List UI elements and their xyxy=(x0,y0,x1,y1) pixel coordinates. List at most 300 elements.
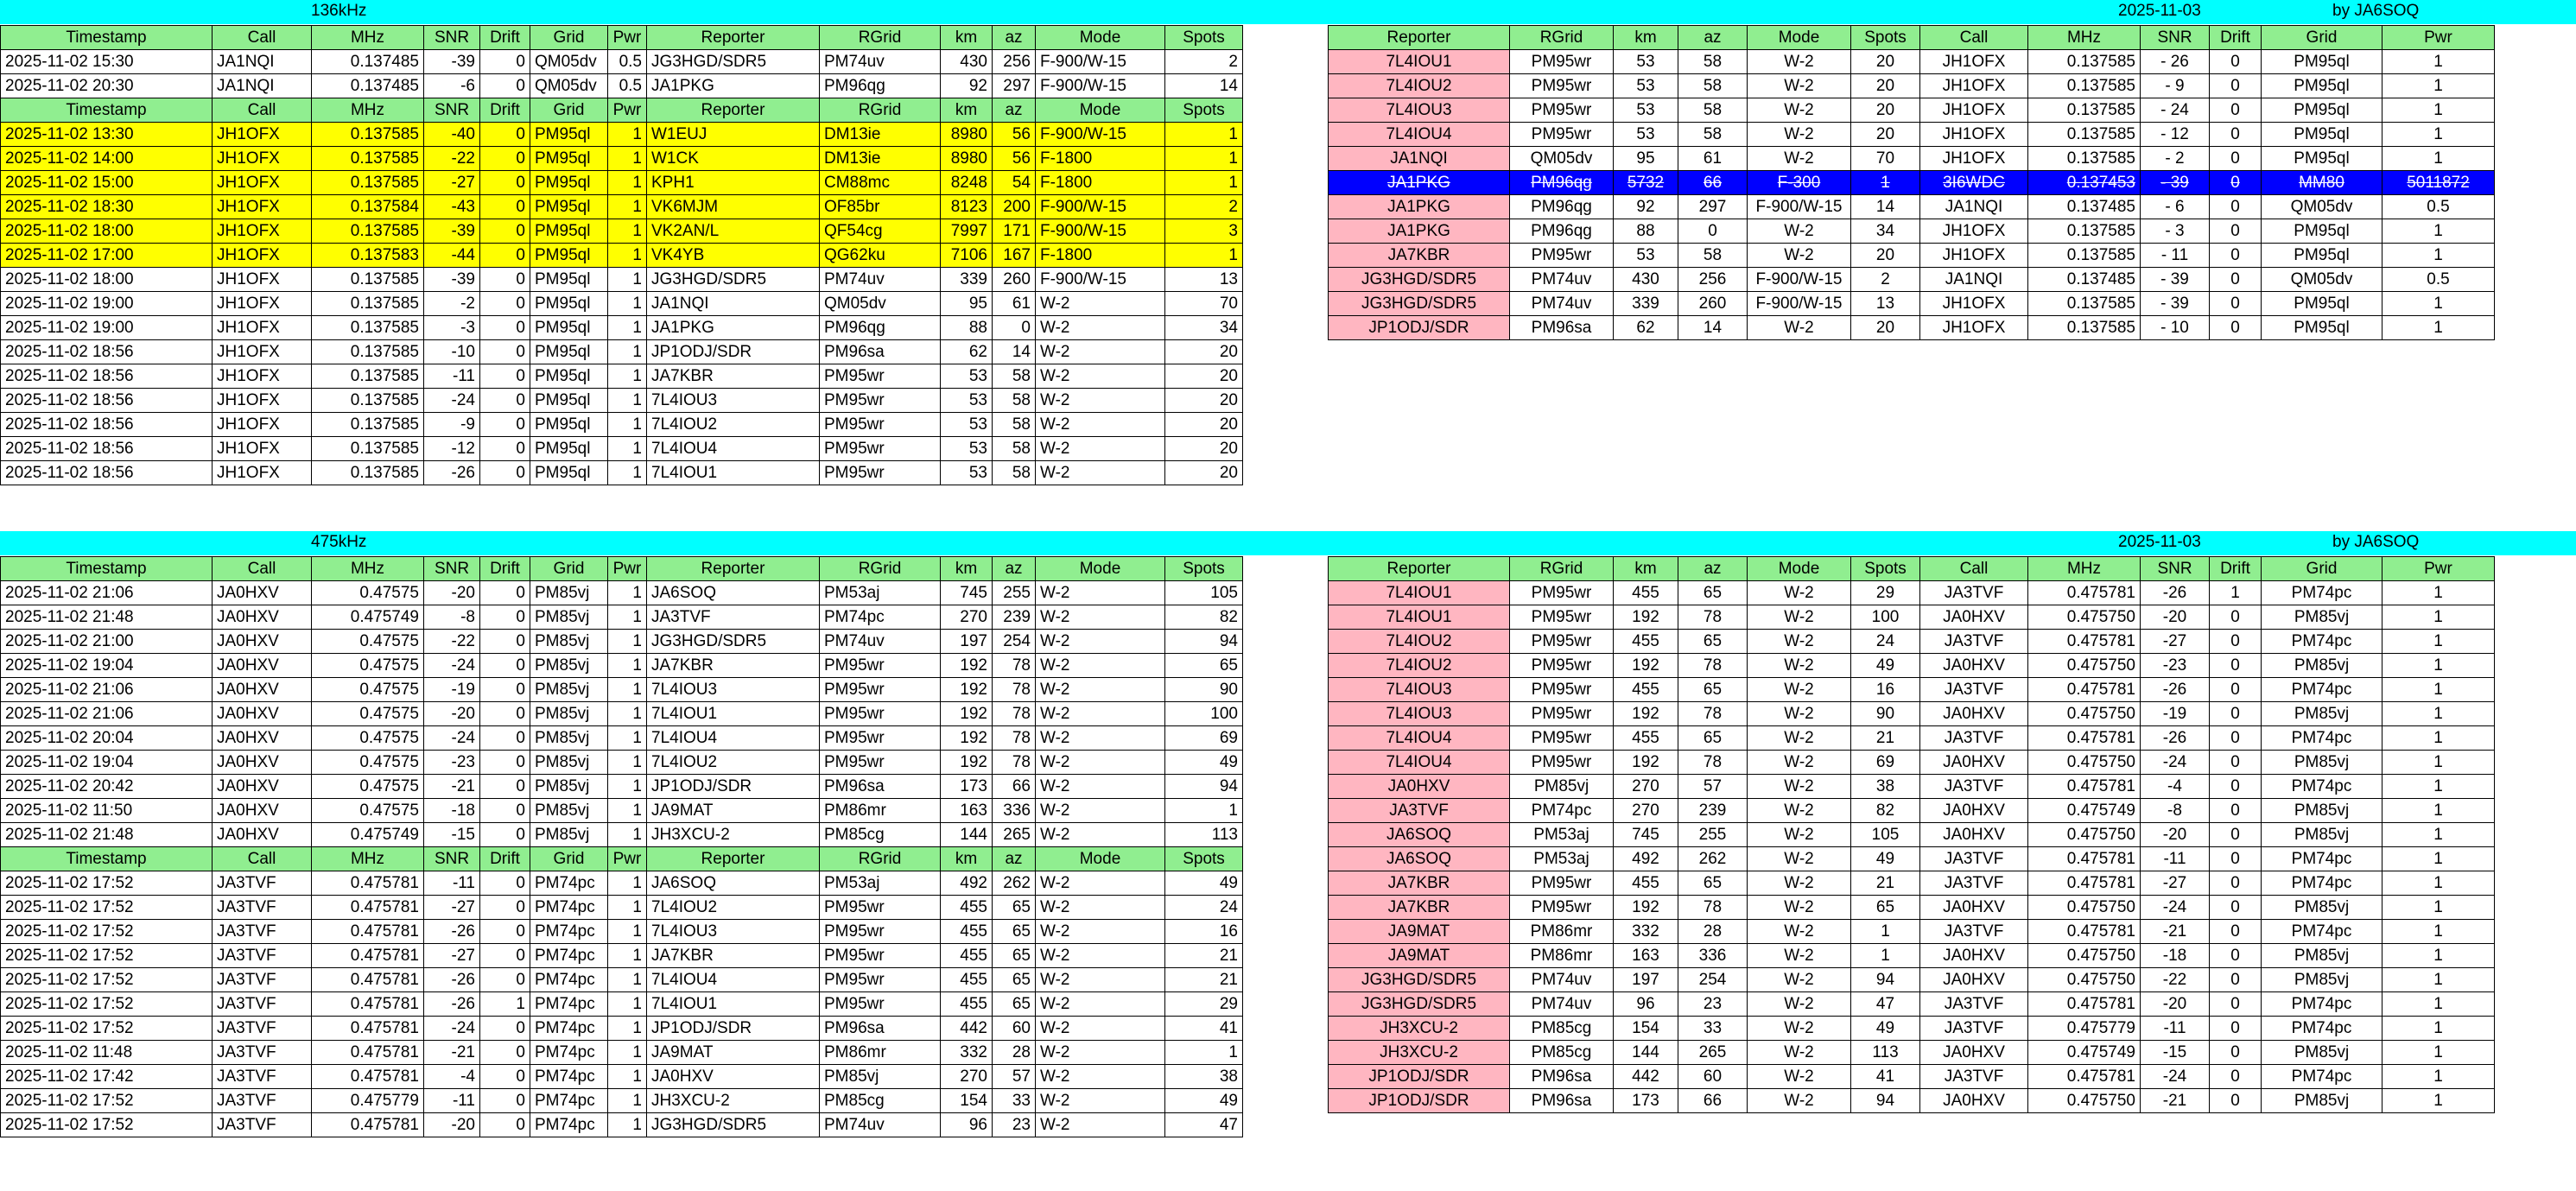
cell-spots: 1 xyxy=(1165,799,1243,823)
cell-reporter: 7L4IOU1 xyxy=(1329,581,1510,605)
cell-drift: 0 xyxy=(2210,74,2262,98)
cell-drift: 0 xyxy=(2210,678,2262,702)
cell-spots: 34 xyxy=(1851,219,1920,244)
cell-spots: 24 xyxy=(1165,896,1243,920)
table-row[interactable] xyxy=(1,896,1243,920)
cell-rgrid: PM86mr xyxy=(820,799,941,823)
cell-reporter: JG3HGD/SDR5 xyxy=(647,268,820,292)
cell-km: 8248 xyxy=(941,171,993,195)
cell-rgrid: PM96qg xyxy=(820,316,941,340)
table-row[interactable] xyxy=(1,340,1243,364)
cell-reporter: JH3XCU-2 xyxy=(647,823,820,847)
cell-mode: W-2 xyxy=(1036,1113,1165,1137)
cell-pwr: 1 xyxy=(2382,1041,2495,1065)
cell-pwr: 1 xyxy=(608,389,647,413)
cell-spots: 20 xyxy=(1165,340,1243,364)
cell-call: JA0HXV xyxy=(213,605,312,630)
cell-mode: W-2 xyxy=(1748,702,1851,726)
cell-call: JH1OFX xyxy=(213,461,312,485)
cell-grid: QM05dv xyxy=(2262,268,2382,292)
cell-az: 65 xyxy=(1678,726,1748,751)
cell-snr: - 26 xyxy=(2141,50,2210,74)
table-row[interactable] xyxy=(1,316,1243,340)
column-header-mhz: MHz xyxy=(312,847,424,871)
cell-call: JH1OFX xyxy=(213,171,312,195)
cell-snr: -40 xyxy=(424,123,480,147)
table-row[interactable] xyxy=(1329,992,2495,1017)
cell-mhz: 0.475750 xyxy=(2028,968,2141,992)
table-row[interactable] xyxy=(1329,654,2495,678)
cell-grid: PM74pc xyxy=(2262,1065,2382,1089)
cell-call: JA3TVF xyxy=(213,1113,312,1137)
table-row[interactable] xyxy=(1,1041,1243,1065)
cell-az: 56 xyxy=(993,147,1036,171)
column-header-mhz: MHz xyxy=(2028,557,2141,581)
cell-az: 60 xyxy=(1678,1065,1748,1089)
cell-drift: 0 xyxy=(480,944,530,968)
table-row[interactable] xyxy=(1,751,1243,775)
cell-reporter: JA1NQI xyxy=(647,292,820,316)
cell-km: 339 xyxy=(941,268,993,292)
cell-reporter: JA9MAT xyxy=(1329,920,1510,944)
cell-spots: 1 xyxy=(1165,244,1243,268)
table-row[interactable] xyxy=(1,823,1243,847)
table-row[interactable] xyxy=(1329,823,2495,847)
cell-mode: W-2 xyxy=(1748,123,1851,147)
cell-reporter: JA6SOQ xyxy=(1329,847,1510,871)
cell-grid: PM85vj xyxy=(530,581,608,605)
table-row[interactable] xyxy=(1329,219,2495,244)
cell-mode: W-2 xyxy=(1036,437,1165,461)
cell-mode: W-2 xyxy=(1748,799,1851,823)
table-row[interactable] xyxy=(1,871,1243,896)
cell-grid: PM85vj xyxy=(530,702,608,726)
table-row[interactable] xyxy=(1329,316,2495,340)
cell-rgrid: PM95wr xyxy=(820,364,941,389)
cell-mode: W-2 xyxy=(1036,702,1165,726)
cell-call: JA0HXV xyxy=(1920,605,2028,630)
cell-call: JH1OFX xyxy=(213,389,312,413)
column-header-pwr: Pwr xyxy=(2382,26,2495,50)
cell-rgrid: PM96sa xyxy=(820,340,941,364)
cell-km: 154 xyxy=(1614,1017,1678,1041)
cell-az: 58 xyxy=(1678,74,1748,98)
cell-rgrid: PM85cg xyxy=(820,823,941,847)
cell-drift: 0 xyxy=(2210,847,2262,871)
cell-rgrid: PM95wr xyxy=(1510,123,1614,147)
cell-reporter: JP1ODJ/SDR xyxy=(647,775,820,799)
cell-km: 197 xyxy=(941,630,993,654)
cell-reporter: 7L4IOU4 xyxy=(647,968,820,992)
cell-spots: 2 xyxy=(1165,195,1243,219)
table-row[interactable] xyxy=(1329,605,2495,630)
cell-km: 62 xyxy=(941,340,993,364)
table-row[interactable] xyxy=(1,147,1243,171)
cell-km: 455 xyxy=(1614,871,1678,896)
cell-spots: 14 xyxy=(1165,74,1243,98)
cell-mhz: 0.137583 xyxy=(312,244,424,268)
cell-reporter: JA0HXV xyxy=(647,1065,820,1089)
cell-drift: 0 xyxy=(480,437,530,461)
cell-reporter: JA7KBR xyxy=(647,654,820,678)
table-row[interactable] xyxy=(1329,1065,2495,1089)
table-row[interactable] xyxy=(1,968,1243,992)
table-row[interactable] xyxy=(1,920,1243,944)
cell-mode: W-2 xyxy=(1748,871,1851,896)
table-row[interactable] xyxy=(1,799,1243,823)
cell-rgrid: PM53aj xyxy=(820,871,941,896)
table-row[interactable] xyxy=(1,654,1243,678)
table-row[interactable] xyxy=(1329,920,2495,944)
cell-grid: PM85vj xyxy=(530,630,608,654)
cell-call: JA3TVF xyxy=(1920,871,2028,896)
cell-spots: 94 xyxy=(1851,1089,1920,1113)
table-row[interactable] xyxy=(1,775,1243,799)
cell-reporter: 7L4IOU3 xyxy=(1329,702,1510,726)
band-header-475 xyxy=(0,531,2576,555)
cell-km: 192 xyxy=(1614,654,1678,678)
cell-rgrid: CM88mc xyxy=(820,171,941,195)
cell-grid: PM74pc xyxy=(530,871,608,896)
cell-az: 256 xyxy=(1678,268,1748,292)
cell-reporter: 7L4IOU4 xyxy=(647,726,820,751)
cell-reporter: JP1ODJ/SDR xyxy=(1329,1089,1510,1113)
cell-km: 8980 xyxy=(941,123,993,147)
cell-mhz: 0.137585 xyxy=(2028,50,2141,74)
cell-timestamp: 2025-11-02 17:52 xyxy=(1,896,213,920)
cell-call: JA0HXV xyxy=(1920,654,2028,678)
cell-km: 455 xyxy=(941,944,993,968)
table-row[interactable] xyxy=(1329,1041,2495,1065)
cell-call: JA0HXV xyxy=(1920,968,2028,992)
cell-reporter: JG3HGD/SDR5 xyxy=(647,1113,820,1137)
cell-timestamp: 2025-11-02 21:06 xyxy=(1,581,213,605)
cell-spots: 20 xyxy=(1165,461,1243,485)
cell-km: 92 xyxy=(1614,195,1678,219)
cell-grid: PM95ql xyxy=(530,123,608,147)
cell-drift: 0 xyxy=(480,413,530,437)
cell-mhz: 0.137585 xyxy=(312,147,424,171)
table-row[interactable] xyxy=(1,50,1243,74)
table-row[interactable] xyxy=(1,437,1243,461)
cell-pwr: 1 xyxy=(2382,799,2495,823)
cell-mhz: 0.137585 xyxy=(312,316,424,340)
cell-timestamp: 2025-11-02 17:52 xyxy=(1,871,213,896)
cell-pwr: 1 xyxy=(2382,702,2495,726)
cell-timestamp: 2025-11-02 17:52 xyxy=(1,992,213,1017)
table-row[interactable] xyxy=(1329,268,2495,292)
cell-pwr: 1 xyxy=(608,219,647,244)
table-row[interactable] xyxy=(1,605,1243,630)
cell-call: JA0HXV xyxy=(213,702,312,726)
table-row[interactable] xyxy=(1329,1017,2495,1041)
table-row[interactable] xyxy=(1,219,1243,244)
cell-km: 53 xyxy=(941,461,993,485)
cell-az: 262 xyxy=(993,871,1036,896)
cell-rgrid: PM95wr xyxy=(1510,50,1614,74)
cell-mode: W-2 xyxy=(1748,74,1851,98)
table-row[interactable] xyxy=(1329,98,2495,123)
cell-az: 255 xyxy=(1678,823,1748,847)
cell-spots: 100 xyxy=(1851,605,1920,630)
cell-spots: 41 xyxy=(1165,1017,1243,1041)
cell-az: 65 xyxy=(1678,581,1748,605)
cell-az: 260 xyxy=(1678,292,1748,316)
table-row[interactable] xyxy=(1,413,1243,437)
table-row[interactable] xyxy=(1329,195,2495,219)
table-row[interactable] xyxy=(1,244,1243,268)
cell-drift: 0 xyxy=(480,920,530,944)
cell-drift: 0 xyxy=(480,581,530,605)
cell-grid: PM95ql xyxy=(530,244,608,268)
cell-reporter: JA1PKG xyxy=(1329,219,1510,244)
cell-km: 88 xyxy=(941,316,993,340)
table-row[interactable] xyxy=(1329,123,2495,147)
table-row[interactable] xyxy=(1,292,1243,316)
cell-drift: 0 xyxy=(480,751,530,775)
cell-km: 332 xyxy=(941,1041,993,1065)
cell-call: JA0HXV xyxy=(213,751,312,775)
cell-mode: F-900/W-15 xyxy=(1036,50,1165,74)
table-row[interactable] xyxy=(1329,292,2495,316)
cell-snr: -3 xyxy=(424,316,480,340)
cell-reporter: JA7KBR xyxy=(647,364,820,389)
cell-az: 58 xyxy=(1678,123,1748,147)
table-row[interactable] xyxy=(1329,147,2495,171)
cell-grid: MM80 xyxy=(2262,171,2382,195)
cell-az: 58 xyxy=(1678,50,1748,74)
cell-rgrid: PM95wr xyxy=(820,461,941,485)
cell-rgrid: PM85vj xyxy=(1510,775,1614,799)
table-row[interactable] xyxy=(1,195,1243,219)
table-row[interactable] xyxy=(1,1065,1243,1089)
cell-timestamp: 2025-11-02 15:00 xyxy=(1,171,213,195)
cell-timestamp: 2025-11-02 17:52 xyxy=(1,1089,213,1113)
cell-km: 144 xyxy=(1614,1041,1678,1065)
table-row[interactable] xyxy=(1,992,1243,1017)
cell-grid: PM95ql xyxy=(530,316,608,340)
cell-drift: 0 xyxy=(480,1041,530,1065)
cell-spots: 49 xyxy=(1165,1089,1243,1113)
table-row[interactable] xyxy=(1,726,1243,751)
table-header-row xyxy=(1,98,1243,123)
cell-rgrid: PM95wr xyxy=(1510,244,1614,268)
cell-mhz: 0.475749 xyxy=(312,605,424,630)
cell-mhz: 0.475781 xyxy=(312,944,424,968)
cell-az: 239 xyxy=(993,605,1036,630)
table-row[interactable] xyxy=(1,364,1243,389)
cell-mhz: 0.47575 xyxy=(312,799,424,823)
table-row[interactable] xyxy=(1,461,1243,485)
cell-km: 8123 xyxy=(941,195,993,219)
cell-reporter: 7L4IOU3 xyxy=(647,678,820,702)
table-row[interactable] xyxy=(1,702,1243,726)
table-row[interactable] xyxy=(1329,799,2495,823)
cell-spots: 1 xyxy=(1165,171,1243,195)
cell-rgrid: PM74uv xyxy=(820,268,941,292)
column-header-spots: Spots xyxy=(1165,26,1243,50)
cell-mhz: 0.137585 xyxy=(312,437,424,461)
cell-call: JA3TVF xyxy=(1920,992,2028,1017)
cell-az: 58 xyxy=(993,413,1036,437)
cell-reporter: JG3HGD/SDR5 xyxy=(647,50,820,74)
cell-pwr: 1 xyxy=(2382,920,2495,944)
column-header-grid: Grid xyxy=(530,26,608,50)
cell-call: JA3TVF xyxy=(213,920,312,944)
cell-km: 163 xyxy=(1614,944,1678,968)
column-header-snr: SNR xyxy=(424,26,480,50)
table-row[interactable] xyxy=(1329,775,2495,799)
cell-mode: W-2 xyxy=(1748,630,1851,654)
column-header-km: km xyxy=(1614,26,1678,50)
table-row[interactable] xyxy=(1329,968,2495,992)
cell-grid: PM74pc xyxy=(530,968,608,992)
table-row[interactable] xyxy=(1329,726,2495,751)
cell-timestamp: 2025-11-02 18:00 xyxy=(1,268,213,292)
column-header-pwr: Pwr xyxy=(608,847,647,871)
cell-mode: W-2 xyxy=(1036,944,1165,968)
cell-mode: W-2 xyxy=(1748,219,1851,244)
table-row[interactable] xyxy=(1329,1089,2495,1113)
cell-drift: 0 xyxy=(480,726,530,751)
cell-az: 200 xyxy=(993,195,1036,219)
cell-spots: 1 xyxy=(1165,147,1243,171)
column-header-km: km xyxy=(941,26,993,50)
cell-rgrid: PM53aj xyxy=(1510,823,1614,847)
cell-drift: 0 xyxy=(2210,871,2262,896)
cell-grid: PM85vj xyxy=(530,726,608,751)
cell-call: JA3TVF xyxy=(1920,920,2028,944)
cell-call: JA1NQI xyxy=(213,74,312,98)
column-header-spots: Spots xyxy=(1165,98,1243,123)
table-row[interactable] xyxy=(1329,702,2495,726)
table-row[interactable] xyxy=(1329,678,2495,702)
column-header-rgrid: RGrid xyxy=(1510,26,1614,50)
cell-az: 57 xyxy=(993,1065,1036,1089)
cell-reporter: JP1ODJ/SDR xyxy=(647,340,820,364)
column-header-snr: SNR xyxy=(424,557,480,581)
band-frequency-label: 136kHz xyxy=(311,2,367,20)
cell-rgrid: PM96qg xyxy=(1510,195,1614,219)
table-row[interactable] xyxy=(1,1089,1243,1113)
cell-reporter: W1EUJ xyxy=(647,123,820,147)
column-header-call: Call xyxy=(1920,557,2028,581)
table-row[interactable] xyxy=(1329,50,2495,74)
table-row[interactable] xyxy=(1,123,1243,147)
cell-mhz: 0.47575 xyxy=(312,726,424,751)
table-row[interactable] xyxy=(1,171,1243,195)
cell-rgrid: PM96sa xyxy=(1510,1065,1614,1089)
cell-grid: PM85vj xyxy=(2262,654,2382,678)
cell-az: 260 xyxy=(993,268,1036,292)
table-row[interactable] xyxy=(1,268,1243,292)
table-row[interactable] xyxy=(1,1017,1243,1041)
cell-reporter: 7L4IOU2 xyxy=(647,413,820,437)
table-row[interactable] xyxy=(1329,896,2495,920)
cell-timestamp: 2025-11-02 18:56 xyxy=(1,340,213,364)
cell-spots: 1 xyxy=(1165,123,1243,147)
cell-snr: - 3 xyxy=(2141,219,2210,244)
column-header-drift: Drift xyxy=(2210,26,2262,50)
cell-az: 78 xyxy=(993,726,1036,751)
cell-call: JA3TVF xyxy=(1920,581,2028,605)
cell-grid: PM95ql xyxy=(530,413,608,437)
table-row[interactable] xyxy=(1329,847,2495,871)
table-row[interactable] xyxy=(1,389,1243,413)
table-row[interactable] xyxy=(1329,581,2495,605)
cell-spots: 21 xyxy=(1851,726,1920,751)
cell-grid: PM95ql xyxy=(2262,219,2382,244)
cell-grid: PM74pc xyxy=(530,920,608,944)
column-header-reporter: Reporter xyxy=(647,98,820,123)
cell-drift: 0 xyxy=(2210,195,2262,219)
table-row[interactable] xyxy=(1329,944,2495,968)
cell-rgrid: DM13ie xyxy=(820,123,941,147)
column-header-drift: Drift xyxy=(480,847,530,871)
cell-timestamp: 2025-11-02 17:00 xyxy=(1,244,213,268)
cell-timestamp: 2025-11-02 18:30 xyxy=(1,195,213,219)
cell-az: 14 xyxy=(993,340,1036,364)
cell-reporter: 7L4IOU2 xyxy=(1329,654,1510,678)
table-row-selected[interactable] xyxy=(1329,171,2495,195)
table-row[interactable] xyxy=(1329,751,2495,775)
cell-spots: 82 xyxy=(1165,605,1243,630)
cell-spots: 41 xyxy=(1851,1065,1920,1089)
cell-km: 455 xyxy=(941,968,993,992)
table-row[interactable] xyxy=(1,1113,1243,1137)
table-row[interactable] xyxy=(1329,871,2495,896)
cell-drift: 0 xyxy=(480,244,530,268)
cell-grid: PM74pc xyxy=(530,1089,608,1113)
cell-drift: 0 xyxy=(480,1113,530,1137)
table-row[interactable] xyxy=(1,74,1243,98)
cell-az: 66 xyxy=(1678,171,1748,195)
cell-az: 265 xyxy=(993,823,1036,847)
cell-spots: 65 xyxy=(1851,896,1920,920)
cell-spots: 20 xyxy=(1851,50,1920,74)
cell-rgrid: PM95wr xyxy=(820,751,941,775)
cell-drift: 0 xyxy=(2210,630,2262,654)
cell-km: 96 xyxy=(1614,992,1678,1017)
cell-call: JH1OFX xyxy=(213,413,312,437)
cell-mode: W-2 xyxy=(1036,389,1165,413)
table-row[interactable] xyxy=(1329,244,2495,268)
cell-az: 265 xyxy=(1678,1041,1748,1065)
cell-km: 270 xyxy=(941,1065,993,1089)
cell-az: 78 xyxy=(1678,654,1748,678)
cell-mode: W-2 xyxy=(1748,581,1851,605)
cell-pwr: 1 xyxy=(608,292,647,316)
cell-az: 254 xyxy=(993,630,1036,654)
column-header-reporter: Reporter xyxy=(1329,26,1510,50)
cell-rgrid: QG62ku xyxy=(820,244,941,268)
cell-reporter: JA9MAT xyxy=(1329,944,1510,968)
table-row[interactable] xyxy=(1,581,1243,605)
table-row[interactable] xyxy=(1,944,1243,968)
table-row[interactable] xyxy=(1329,630,2495,654)
cell-reporter: 7L4IOU3 xyxy=(1329,98,1510,123)
cell-spots: 20 xyxy=(1851,98,1920,123)
cell-call: JH1OFX xyxy=(213,219,312,244)
table-row[interactable] xyxy=(1,630,1243,654)
table-row[interactable] xyxy=(1,678,1243,702)
cell-mode: W-2 xyxy=(1036,1065,1165,1089)
cell-mhz: 0.47575 xyxy=(312,702,424,726)
table-row[interactable] xyxy=(1329,74,2495,98)
cell-spots: 1 xyxy=(1851,944,1920,968)
cell-drift: 0 xyxy=(2210,1017,2262,1041)
cell-snr: -8 xyxy=(2141,799,2210,823)
